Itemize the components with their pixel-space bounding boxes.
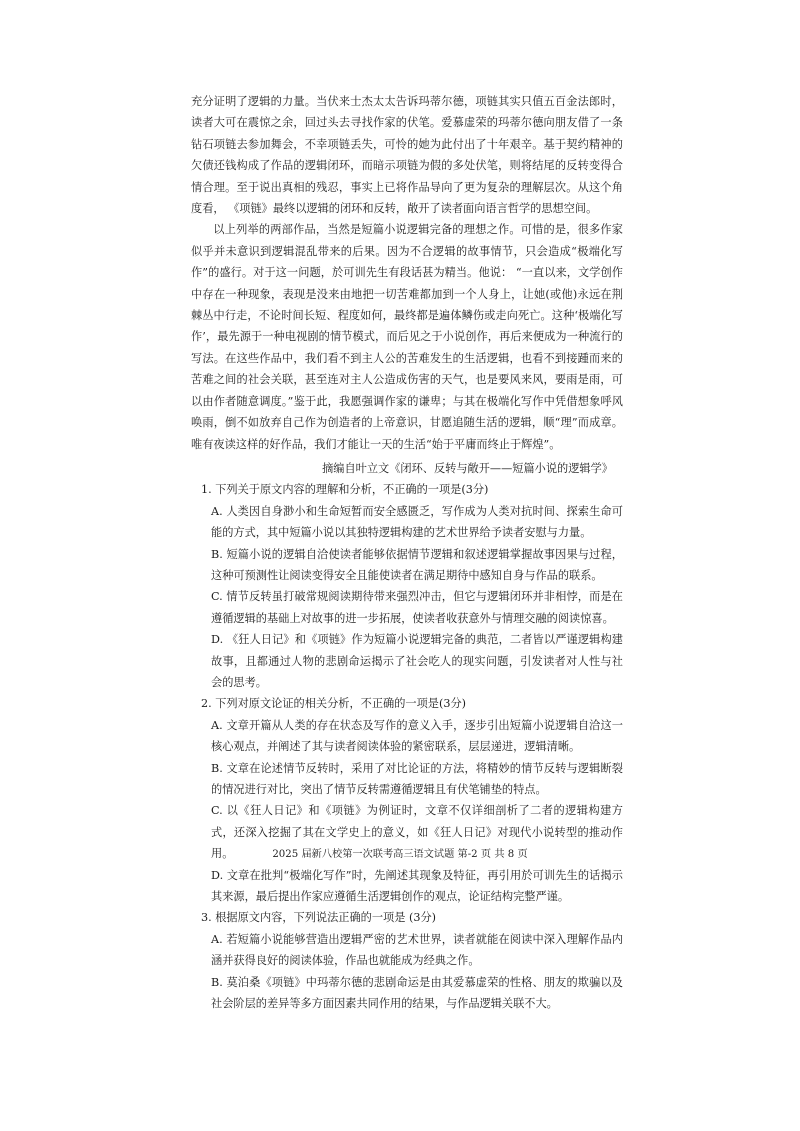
- option-b: B. 莫泊桑《项链》中玛蒂尔德的悲剧命运是由其爱慕虚荣的性格、朋友的欺骗以及社会阶层的差异等多方面因素共同作用的结果，与作品逻辑关联不大。: [211, 975, 623, 1011]
- option-c: C. 情节反转虽打破常规阅读期待带来强烈冲击，但它与逻辑闭环并非相悖，而是在遵循逻辑的基础上对故事的进一步拓展，使读者收获意外与情理交融的阅读惊喜。: [211, 590, 623, 625]
- question-stem: 3. 根据原文内容，下列说法正确的一项是 (3分): [201, 911, 437, 925]
- article-paragraph: 充分证明了逻辑的力量。当伏来士杰太太告诉玛蒂尔德，项链其实只值五百金法郎时，读者大可在震惊之余，回过头去寻找作家的伏笔。爱慕虚荣的玛蒂尔德向朋友借了一条钻石项链去参加舞会，不幸项链丢失，可怜的她为此付出了十年艰辛。基于契约精神的欠债还钱构成了作品的逻辑闭环，而暗示项链为假的多处伏笔，则将结尾的反转变得合情合理。至于说出真相的残忍，事实上已将作品导向了更为复杂的理解层次。从这个角度看， 《项链》最终以逻辑的闭环和反转，敞开了读者面向语言哲学的思想空间。: [191, 95, 623, 216]
- option-b: B. 文章在论述情节反转时，采用了对比论证的方法，将精妙的情节反转与逻辑断裂的情况进行对比，突出了情节反转需遵循逻辑且有伏笔铺垫的特点。: [211, 761, 623, 796]
- question-1: [191, 479, 623, 693]
- article-source: 摘编自叶立文《闭环、反转与敞开——短篇小说的逻辑学》: [322, 461, 613, 475]
- option-a: A. 若短篇小说能够营造出逻辑严密的艺术世界，读者就能在阅读中深入理解作品内涵并获得良好的阅读体验，作品也就能成为经典之作。: [211, 932, 623, 968]
- option-c: C. 以《狂人日记》和《项链》为例证时，文章不仅详细剖析了二者的逻辑构建方式，还深入挖掘了其在文学史上的意义，如《狂人日记》对现代小说转型的推动作用。: [211, 804, 623, 861]
- option-b: B. 短篇小说的逻辑自洽使读者能够依据情节逻辑和叙述逻辑掌握故事因果与过程，这种可预测性让阅读变得安全且能使读者在满足期待中感知自身与作品的联系。: [211, 547, 623, 582]
- page-content: [191, 91, 623, 1014]
- question-3: [191, 907, 623, 1014]
- article-paragraph: 以上列举的两部作品，当然是短篇小说逻辑完备的理想之作。可惜的是，很多作家似乎并未意识到逻辑混乱带来的后果。因为不合逻辑的故事情节，只会造成“极端化写作”的盛行。对于这一问题，於可训先生有段话甚为精当。他说： “一直以来，文学创作中存在一种现象，表现是没来由地把一切苦难都加到一个人身上，让她(或他)永远在荆棘丛中行走，不论时间长短、程度如何，最终都是遍体鳞伤或走向死亡。这种‘极端化写作’，最先源于一种电视剧的情节模式，而后见之于小说创作，再后来便成为一种流行的写法。在这些作品中，我们看不到主人公的苦难发生的生活逻辑，也看不到接踵而来的苦难之间的社会关联，甚至连对主人公造成伤害的天气，也是要风来风，要雨是雨，可以由作者随意调度。”鉴于此，我愿强调作家的谦卑；与其在极端化写作中凭借想象呼风唤雨，倒不如放弃自己作为创造者的上帝意识，甘愿追随生活的逻辑，顺“理”而成章。唯有夜读这样的好作品，我们才能让一天的生活“始于平庸而终止于辉煌”。: [191, 223, 623, 451]
- question-2: [191, 693, 623, 907]
- page-footer: 2025 届新八校第一次联考高三语文试题 第-2 页 共 8 页: [272, 849, 528, 860]
- option-a: A. 文章开篇从人类的存在状态及写作的意义入手，逐步引出短篇小说逻辑自洽这一核心观点，并阐述了其与读者阅读体验的紧密联系，层层递进，逻辑清晰。: [211, 718, 623, 754]
- option-d: D. 文章在批判“极端化写作”时，先阐述其现象及特征，再引用於可训先生的话揭示其来源，最后提出作家应遵循生活逻辑创作的观点，论证结构完整严谨。: [211, 868, 623, 904]
- question-stem: 2. 下列对原文论证的相关分析，不正确的一项是(3分): [201, 697, 467, 711]
- option-a: A. 人类因自身渺小和生命短暂而安全感匮乏，写作成为人类对抗时间、探索生命可能的方式，其中短篇小说以其独特逻辑构建的艺术世界给予读者安慰与力量。: [211, 504, 623, 540]
- question-stem: 1. 下列关于原文内容的理解和分析，不正确的一项是(3分): [201, 483, 489, 497]
- option-d: D. 《狂人日记》和《项链》作为短篇小说逻辑完备的典范，二者皆以严谨逻辑构建故事，且都通过人物的悲剧命运揭示了社会吃人的现实问题，引发读者对人性与社会的思考。: [211, 633, 623, 689]
